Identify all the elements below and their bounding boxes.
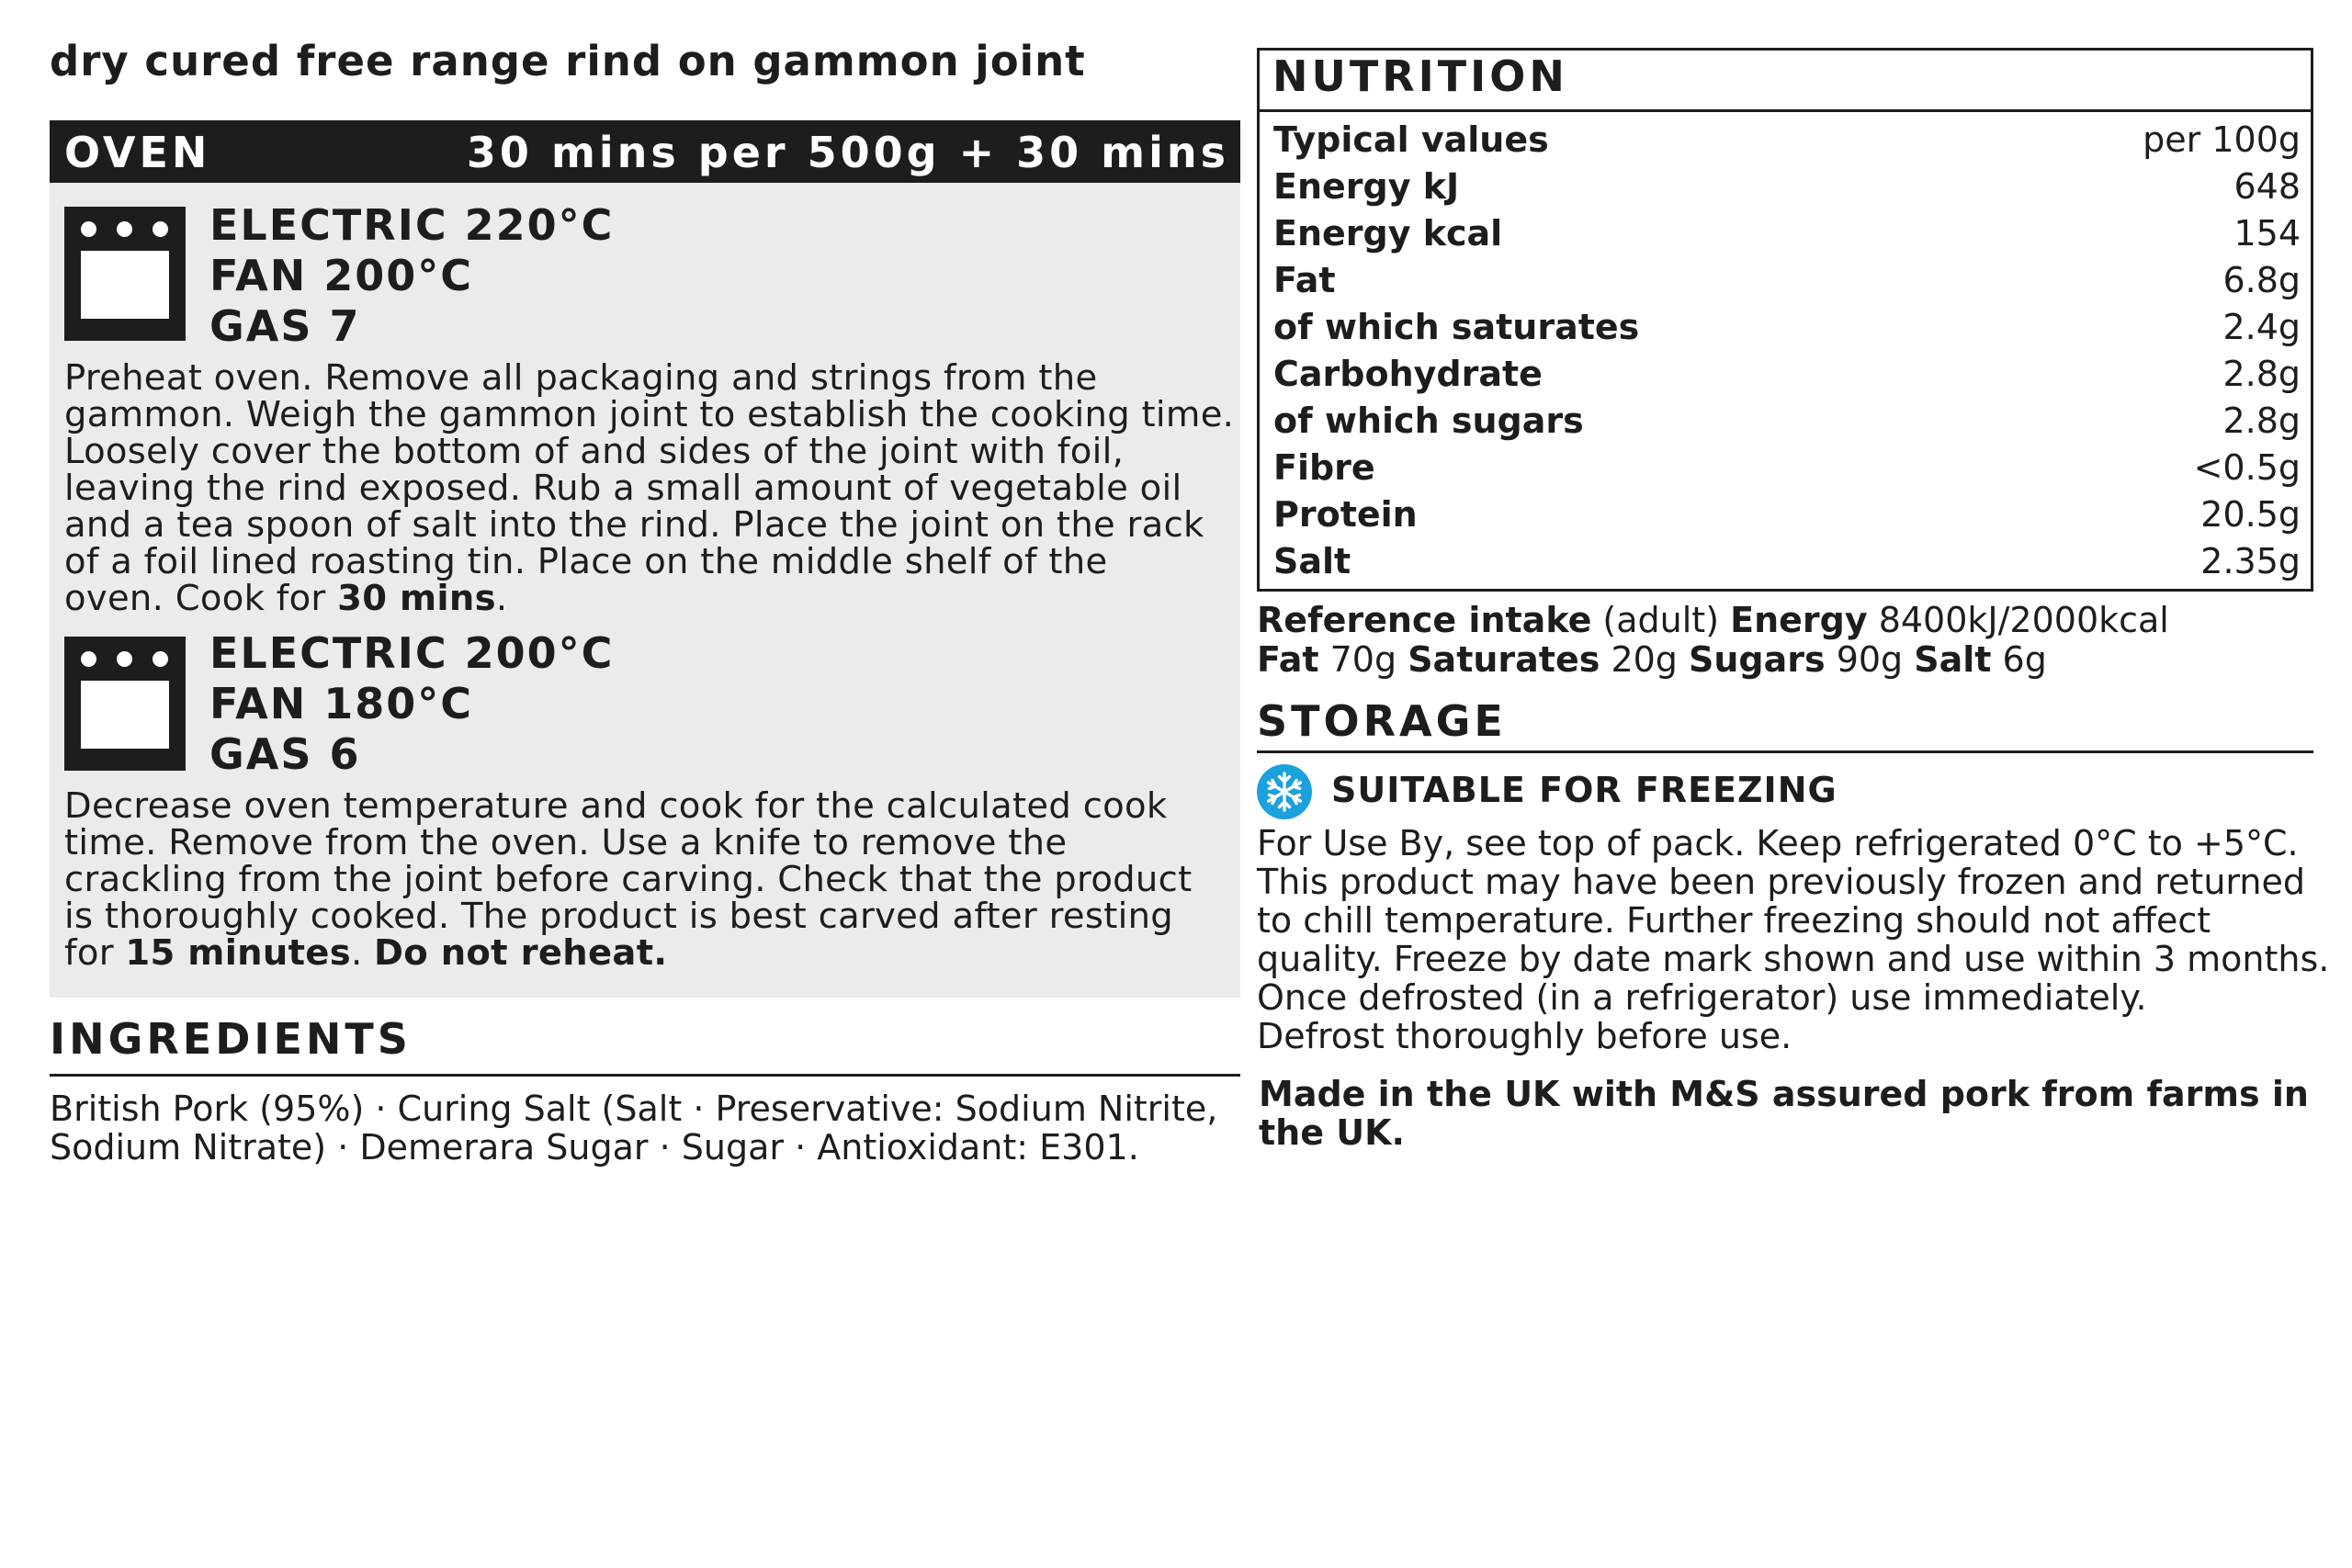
- storage-line: quality. Freeze by date mark shown and use within 3 months.: [1257, 939, 2330, 979]
- divider: [50, 1074, 1240, 1077]
- nutrition-row: of which saturates 2.4g: [1273, 307, 2301, 347]
- instruction-line: oven. Cook for 30 mins.: [64, 578, 508, 619]
- instruction-line: is thoroughly cooked. The product is best carved after resting: [64, 896, 1174, 937]
- oven-cook-time: 30 mins per 500g + 30 mins: [466, 128, 1229, 177]
- gas-mark: GAS 6: [209, 729, 361, 779]
- origin-statement: [1259, 1075, 2309, 1152]
- nutrition-row: Typical values per 100g: [1273, 119, 2301, 160]
- oven-icon: [64, 207, 186, 341]
- reference-intake-line: Reference intake (adult) Energy 8400kJ/2000kcal: [1257, 600, 2169, 640]
- fan-temp: FAN 200°C: [209, 251, 474, 300]
- nutrition-row: Energy kcal 154: [1273, 213, 2301, 254]
- oven-stage2-instructions: [64, 785, 1193, 974]
- origin-line: the UK.: [1259, 1112, 1405, 1153]
- ingredients-heading: INGREDIENTS: [50, 1014, 412, 1064]
- origin-line: Made in the UK with M&S assured pork from farms in: [1259, 1074, 2309, 1114]
- nutrition-row: Fat 6.8g: [1273, 260, 2301, 300]
- ingredients-line: British Pork (95%) · Curing Salt (Salt · Preservative: Sodium Nitrite,: [50, 1089, 1218, 1129]
- ingredients-list: [50, 1089, 1217, 1167]
- storage-line: to chill temperature. Further freezing should not affect: [1257, 900, 2211, 941]
- storage-line: For Use By, see top of pack. Keep refrigerated 0°C to +5°C.: [1257, 823, 2299, 863]
- storage-line: Defrost thoroughly before use.: [1257, 1016, 1792, 1056]
- nutrition-row: Energy kJ 648: [1273, 166, 2301, 207]
- oven-icon: [64, 637, 186, 771]
- storage-line: This product may have been previously frozen and returned: [1257, 862, 2305, 902]
- instruction-line: for 15 minutes. Do not reheat.: [64, 932, 668, 974]
- instruction-line: of a foil lined roasting tin. Place on the middle shelf of the: [64, 541, 1108, 582]
- storage-heading: STORAGE: [1257, 696, 1507, 746]
- nutrition-row: of which sugars 2.8g: [1273, 400, 2301, 441]
- gas-mark: GAS 7: [209, 301, 361, 351]
- instruction-line: gammon. Weigh the gammon joint to establish the cooking time.: [64, 394, 1235, 435]
- nutrition-row: Salt 2.35g: [1273, 541, 2301, 581]
- oven-label: OVEN: [64, 128, 211, 177]
- oven-stage1-temperatures: [209, 200, 614, 352]
- instruction-line: crackling from the joint before carving. Check that the product: [64, 859, 1193, 900]
- snowflake-icon: [1257, 764, 1312, 819]
- product-title: dry cured free range rind on gammon joint: [50, 37, 1086, 85]
- instruction-line: Preheat oven. Remove all packaging and strings from the: [64, 357, 1098, 399]
- freezing-label: SUITABLE FOR FREEZING: [1331, 770, 1838, 810]
- instruction-line: Loosely cover the bottom of and sides of the joint with foil,: [64, 431, 1125, 472]
- nutrition-row: Carbohydrate 2.8g: [1273, 354, 2301, 394]
- oven-stage1-instructions: [64, 357, 1235, 619]
- storage-line: Once defrosted (in a refrigerator) use immediately.: [1257, 977, 2147, 1018]
- instruction-line: and a tea spoon of salt into the rind. Place the joint on the rack: [64, 504, 1204, 546]
- divider: [1257, 750, 2313, 753]
- reference-intake: [1257, 601, 2169, 680]
- nutrition-row: Protein 20.5g: [1273, 494, 2301, 535]
- divider: [1257, 109, 2313, 112]
- nutrition-title: NUTRITION: [1272, 51, 1568, 101]
- instruction-line: Decrease oven temperature and cook for the calculated cook: [64, 785, 1168, 827]
- instruction-line: leaving the rind exposed. Rub a small amount of vegetable oil: [64, 468, 1182, 509]
- electric-temp: ELECTRIC 200°C: [209, 628, 615, 678]
- reference-intake-line: Fat 70g Saturates 20g Sugars 90g Salt 6g: [1257, 639, 2047, 680]
- oven-header: [50, 120, 1240, 183]
- instruction-line: time. Remove from the oven. Use a knife to remove the: [64, 822, 1068, 863]
- storage-instructions: [1257, 824, 2329, 1055]
- fan-temp: FAN 180°C: [209, 679, 474, 728]
- nutrition-row: Fibre <0.5g: [1273, 447, 2301, 488]
- ingredients-line: Sodium Nitrate) · Demerara Sugar · Sugar · Antioxidant: E301.: [50, 1127, 1139, 1168]
- electric-temp: ELECTRIC 220°C: [209, 200, 615, 250]
- oven-stage2-temperatures: [209, 628, 614, 780]
